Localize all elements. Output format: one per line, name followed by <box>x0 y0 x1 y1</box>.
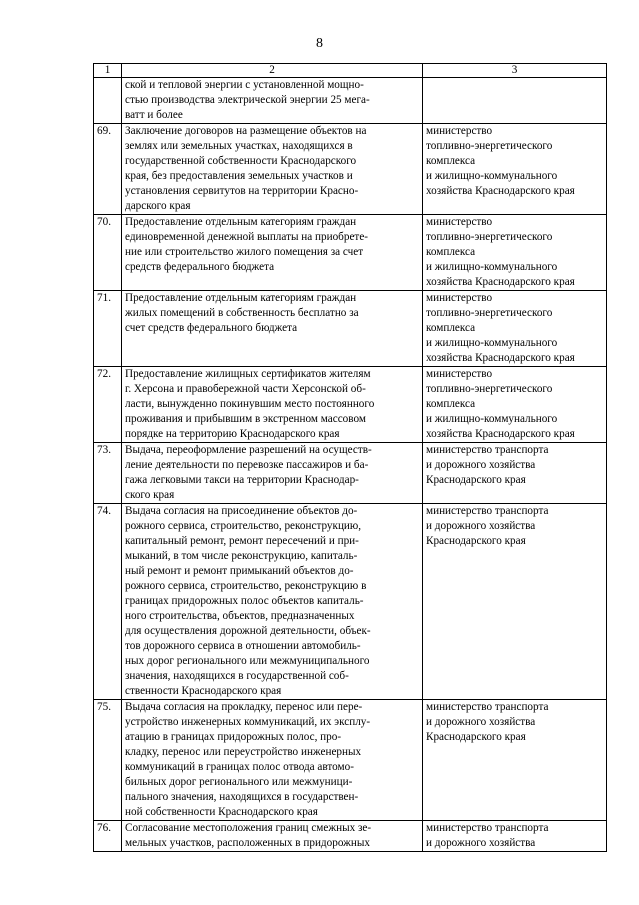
responsible-ministry-line: и жилищно-коммунального <box>426 413 558 425</box>
service-description-line: Предоставление жилищных сертификатов жителям <box>125 368 371 380</box>
service-description-line: стью производства электрической энергии 25 мега- <box>125 94 370 106</box>
service-description-line: Выдача согласия на прокладку, перенос или пере- <box>125 701 363 713</box>
service-description-line: бильных дорог регионального или межмуници- <box>125 776 353 788</box>
service-description-line: ный ремонт и ремонт примыканий объектов до- <box>125 565 354 577</box>
service-description-line: ление деятельности по перевозке пассажиров и ба- <box>125 459 369 471</box>
responsible-ministry-line: топливно-энергетического <box>426 231 553 243</box>
service-description <box>122 78 423 124</box>
service-description <box>122 291 423 367</box>
service-description-line: ние или строительство жилого помещения за счет <box>125 246 364 258</box>
responsible-ministry-line: министерство <box>426 125 493 137</box>
service-description-line: ной собственности Краснодарского края <box>125 806 318 818</box>
table-row <box>94 504 607 700</box>
column-header-1: 1 <box>94 64 122 78</box>
responsible-ministry <box>423 124 607 215</box>
service-description-line: проживания и прибывшим в экстренном массовом <box>125 413 366 425</box>
responsible-ministry-line: министерство <box>426 368 493 380</box>
service-description-line: ватт и более <box>125 109 183 121</box>
service-description-line: для осуществления дорожной деятельности, объек- <box>125 625 371 637</box>
table-row <box>94 700 607 821</box>
service-description-line: Заключение договоров на размещение объектов на <box>125 125 367 137</box>
table-header-row <box>94 64 607 78</box>
service-description-line: значения, находящихся в государственной соб- <box>125 670 349 682</box>
responsible-ministry-line: и дорожного хозяйства <box>426 520 536 532</box>
responsible-ministry <box>423 821 607 852</box>
row-number: 70. <box>94 215 122 291</box>
service-description-line: рожного сервиса, строительство, реконструкцию, <box>125 520 362 532</box>
service-description-line: жилых помещений в собственность бесплатно за <box>125 307 359 319</box>
service-description-line: ного строительства, объектов, предназначенных <box>125 610 355 622</box>
service-description-line: пального значения, находящихся в государствен- <box>125 791 359 803</box>
service-description-line: тов дорожного сервиса в отношении автомобиль- <box>125 640 361 652</box>
service-description <box>122 700 423 821</box>
service-description-line: кладку, перенос или переустройство инженерных <box>125 746 362 758</box>
responsible-ministry-line: хозяйства Краснодарского края <box>426 428 575 440</box>
responsible-ministry-line: комплекса <box>426 246 476 258</box>
service-description-line: Согласование местоположения границ смежных зе- <box>125 822 372 834</box>
service-description-line: ных дорог регионального или межмуниципального <box>125 655 370 667</box>
table-row <box>94 821 607 852</box>
service-description <box>122 821 423 852</box>
service-description-line: средств федерального бюджета <box>125 261 275 273</box>
service-description-line: порядке на территорию Краснодарского края <box>125 428 340 440</box>
service-description-line: счет средств федерального бюджета <box>125 322 298 334</box>
service-description-line: устройство инженерных коммуникаций, их эксплу- <box>125 716 371 728</box>
responsible-ministry-line: хозяйства Краснодарского края <box>426 276 575 288</box>
service-description <box>122 504 423 700</box>
responsible-ministry-line: и жилищно-коммунального <box>426 337 558 349</box>
responsible-ministry-line: Краснодарского края <box>426 535 526 547</box>
responsible-ministry-line: комплекса <box>426 155 476 167</box>
service-description-line: края, без предоставления земельных участков и <box>125 170 353 182</box>
service-description-line: Предоставление отдельным категориям граждан <box>125 292 357 304</box>
service-description-line: ского края <box>125 489 175 501</box>
service-description-line: Выдача, переоформление разрешений на осуществ- <box>125 444 372 456</box>
service-description-line: ственности Краснодарского края <box>125 685 282 697</box>
table-row <box>94 367 607 443</box>
responsible-ministry-line: топливно-энергетического <box>426 383 553 395</box>
service-description <box>122 367 423 443</box>
responsible-ministry <box>423 700 607 821</box>
responsible-ministry-line: и дорожного хозяйства <box>426 459 536 471</box>
service-description-line: Выдача согласия на присоединение объектов до- <box>125 505 358 517</box>
row-number: 72. <box>94 367 122 443</box>
responsible-ministry <box>423 367 607 443</box>
responsible-ministry-line: комплекса <box>426 322 476 334</box>
responsible-ministry-line: хозяйства Краснодарского края <box>426 352 575 364</box>
responsible-ministry-line: министерство транспорта <box>426 701 549 713</box>
responsible-ministry-line: комплекса <box>426 398 476 410</box>
responsible-ministry <box>423 215 607 291</box>
row-number: 74. <box>94 504 122 700</box>
responsible-ministry-line: министерство транспорта <box>426 444 549 456</box>
responsible-ministry-line: Краснодарского края <box>426 731 526 743</box>
service-description-line: установления сервитутов на территории Красно- <box>125 185 359 197</box>
responsible-ministry-line: министерство <box>426 292 493 304</box>
service-description-line: мыканий, в том числе реконструкцию, капиталь- <box>125 550 358 562</box>
responsible-ministry-line: Краснодарского края <box>426 474 526 486</box>
row-number: 73. <box>94 443 122 504</box>
service-description-line: г. Херсона и правобережной части Херсонской об- <box>125 383 366 395</box>
service-description-line: гажа легковыми такси на территории Краснодар- <box>125 474 359 486</box>
responsible-ministry-line: топливно-энергетического <box>426 140 553 152</box>
service-description-line: рожного сервиса, строительство, реконструкцию в <box>125 580 367 592</box>
service-description-line: Предоставление отдельным категориям граждан <box>125 216 357 228</box>
column-header-2: 2 <box>122 64 423 78</box>
services-table <box>93 63 607 852</box>
service-description-line: капитальный ремонт, ремонт пересечений и при- <box>125 535 359 547</box>
service-description-line: землях или земельных участках, находящихся в <box>125 140 353 152</box>
table-row <box>94 215 607 291</box>
service-description-line: мельных участков, расположенных в придорожных <box>125 837 370 849</box>
service-description <box>122 443 423 504</box>
row-number: 71. <box>94 291 122 367</box>
row-number: 76. <box>94 821 122 852</box>
responsible-ministry-line: и жилищно-коммунального <box>426 261 558 273</box>
service-description-line: единовременной денежной выплаты на приобрете- <box>125 231 369 243</box>
responsible-ministry-line: и дорожного хозяйства <box>426 837 536 849</box>
service-description <box>122 124 423 215</box>
service-description-line: границах придорожных полос объектов капиталь- <box>125 595 364 607</box>
responsible-ministry-line: топливно-энергетического <box>426 307 553 319</box>
table-row <box>94 291 607 367</box>
responsible-ministry-line: и дорожного хозяйства <box>426 716 536 728</box>
service-description-line: дарского края <box>125 200 191 212</box>
service-description-line: ской и тепловой энергии с установленной мощно- <box>125 79 364 91</box>
row-number: 75. <box>94 700 122 821</box>
column-header-3: 3 <box>423 64 607 78</box>
responsible-ministry-line: хозяйства Краснодарского края <box>426 185 575 197</box>
responsible-ministry <box>423 504 607 700</box>
service-description-line: атацию в границах придорожных полос, про- <box>125 731 342 743</box>
responsible-ministry-line: министерство транспорта <box>426 822 549 834</box>
service-description-line: ласти, вынужденно покинувшим место постоянного <box>125 398 375 410</box>
responsible-ministry <box>423 443 607 504</box>
row-number <box>94 78 122 124</box>
service-description-line: коммуникаций в границах полос отвода автомо- <box>125 761 354 773</box>
table-row <box>94 124 607 215</box>
service-description-line: государственной собственности Краснодарского <box>125 155 357 167</box>
page-number: 8 <box>316 36 323 51</box>
responsible-ministry-line: и жилищно-коммунального <box>426 170 558 182</box>
responsible-ministry-line: министерство <box>426 216 493 228</box>
row-number: 69. <box>94 124 122 215</box>
responsible-ministry <box>423 78 607 124</box>
table-row <box>94 443 607 504</box>
responsible-ministry <box>423 291 607 367</box>
responsible-ministry-line: министерство транспорта <box>426 505 549 517</box>
table-row <box>94 78 607 124</box>
service-description <box>122 215 423 291</box>
